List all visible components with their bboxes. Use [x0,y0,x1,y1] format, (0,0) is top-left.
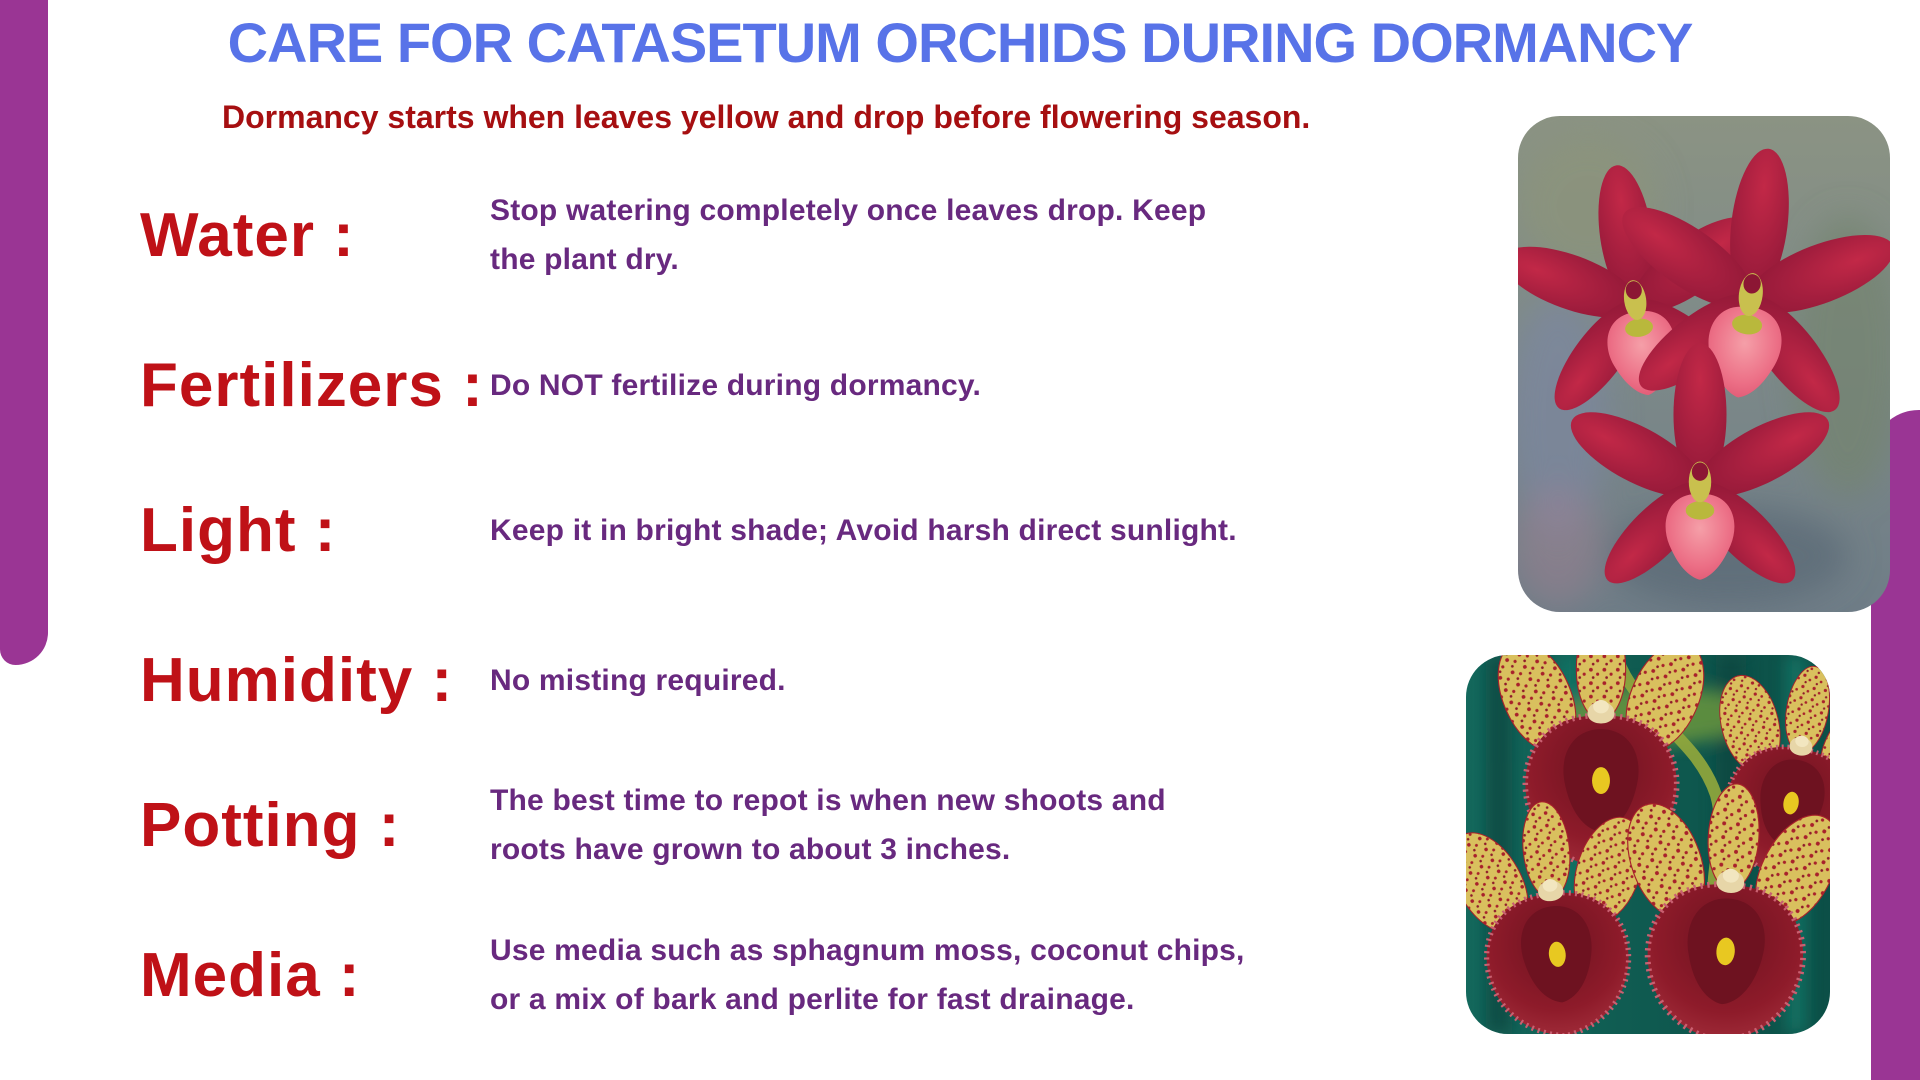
care-text-fertilizers: Do NOT fertilize during dormancy. [490,368,982,402]
catasetum-fringed-orchids-photo [1466,655,1830,1034]
care-text-light: Keep it in bright shade; Avoid harsh direct sunlight. [490,513,1237,547]
red-orchid-flowers-illustration [1518,116,1890,612]
care-row-potting [140,770,1460,880]
care-label-potting: Potting : [140,790,401,860]
care-label-media: Media : [140,940,361,1010]
catasetum-fringed-orchids-illustration [1466,655,1830,1034]
care-text-media: Use media such as sphagnum moss, coconut chips, or a mix of bark and perlite for fast drainage. [490,934,1245,1016]
care-text-humidity: No misting required. [490,663,786,697]
care-row-humidity [140,645,1460,715]
care-row-fertilizers [140,350,1460,420]
page-subtitle: Dormancy starts when leaves yellow and drop before flowering season. [222,99,1311,135]
care-row-media [140,920,1460,1030]
care-label-light: Light : [140,495,337,565]
care-label-humidity: Humidity : [140,645,454,715]
care-label-water: Water : [140,200,355,270]
care-row-water [140,180,1460,290]
care-text-potting: The best time to repot is when new shoots and roots have grown to about 3 inches. [490,784,1166,866]
red-orchid-flowers-photo [1518,116,1890,612]
page-title: CARE FOR CATASETUM ORCHIDS DURING DORMANCY [227,11,1693,74]
left-accent-bar [0,0,48,665]
care-text-water: Stop watering completely once leaves drop. Keep the plant dry. [490,194,1207,276]
care-label-fertilizers: Fertilizers : [140,350,484,420]
care-row-light [140,475,1460,585]
